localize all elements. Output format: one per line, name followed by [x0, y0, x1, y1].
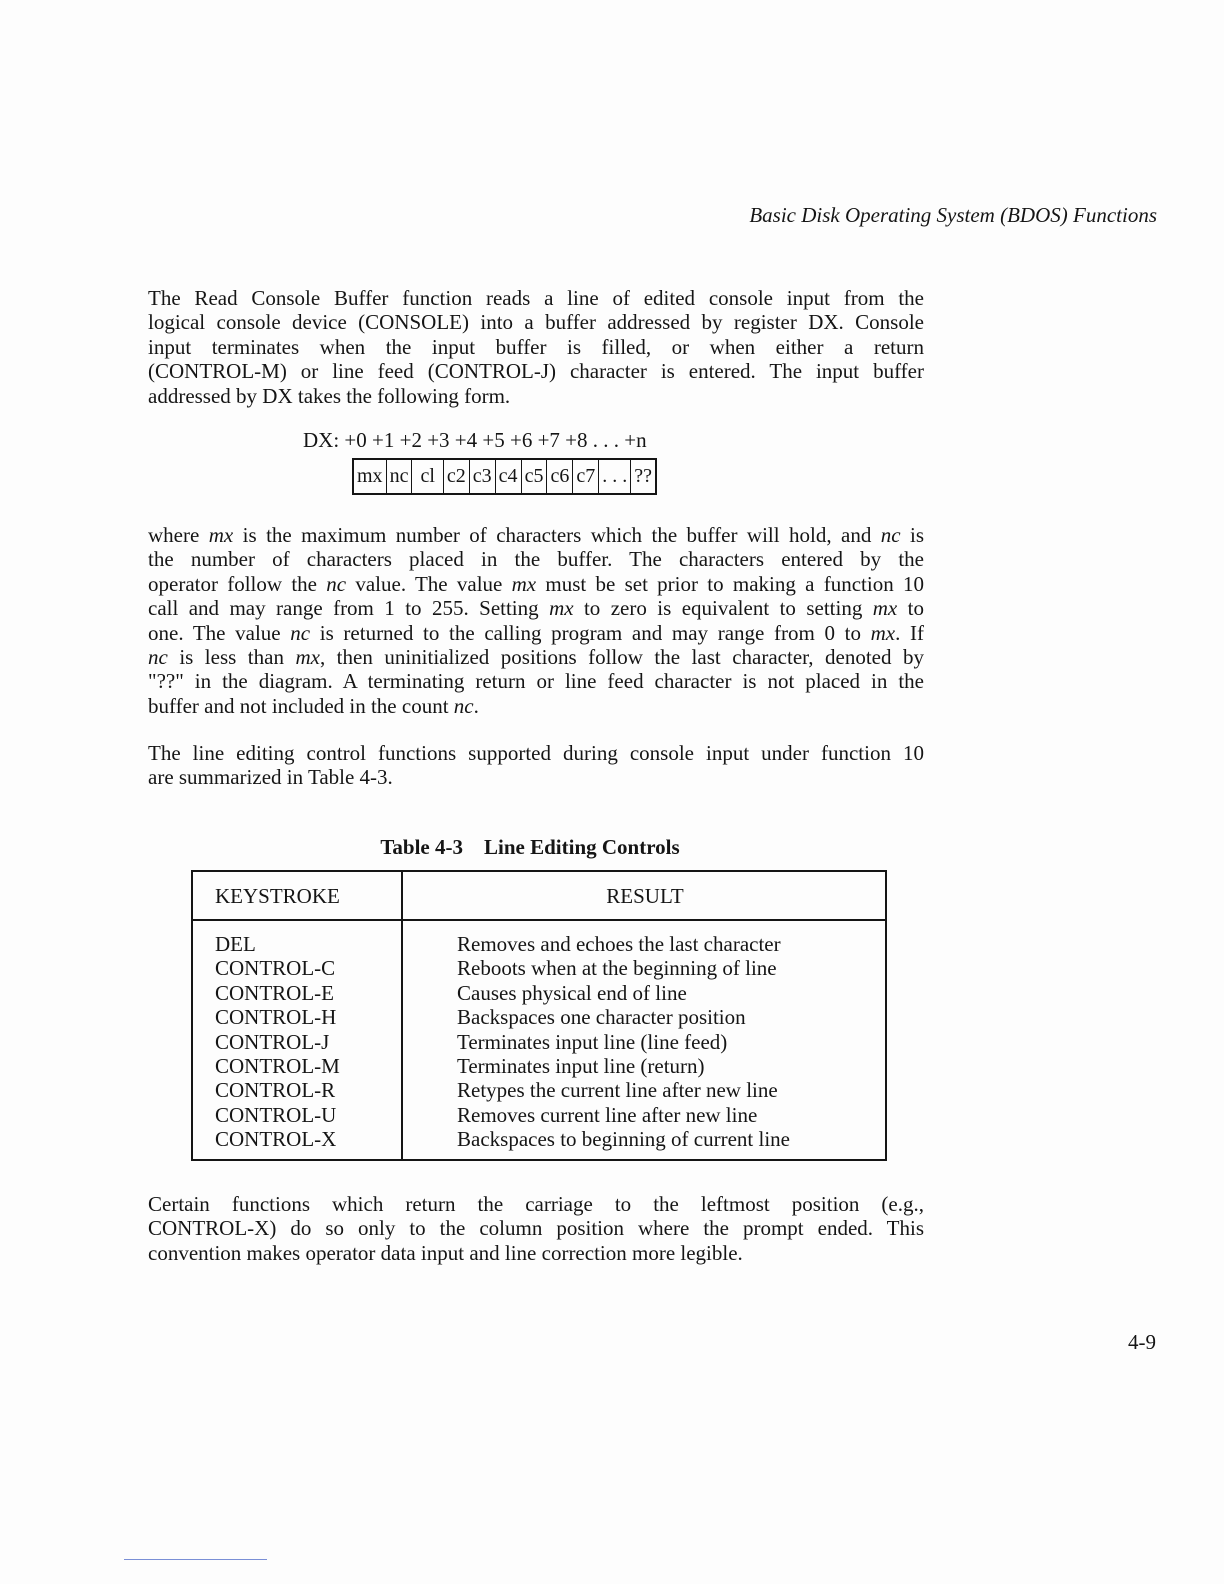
table-row	[193, 1030, 885, 1054]
buffer-cell: ??	[634, 465, 652, 487]
intro-line: logical console device (CONSOLE) into a buffer addressed by register DX. Console	[148, 310, 924, 335]
buffer-cell: c3	[470, 460, 496, 493]
keystroke-cell: CONTROL-E	[215, 980, 334, 1005]
summary-line: The line editing control functions supported during console input under function 10	[148, 741, 924, 765]
table-row	[193, 1127, 885, 1151]
table-row	[193, 1054, 885, 1078]
description-line: operator follow the nc value. The value mx must be set prior to making a function 10	[148, 571, 924, 596]
closing-paragraph	[148, 1192, 924, 1265]
result-cell: Reboots when at the beginning of line	[457, 956, 777, 981]
description-line: the number of characters placed in the buffer. The characters entered by the	[148, 547, 924, 572]
buffer-diagram	[352, 458, 657, 495]
keystroke-cell: CONTROL-X	[215, 1127, 337, 1152]
table-row	[193, 956, 885, 980]
header-divider	[193, 919, 885, 921]
buffer-cell: c4	[496, 460, 522, 493]
result-cell: Backspaces to beginning of current line	[457, 1127, 790, 1152]
buffer-cell: cl	[412, 460, 443, 493]
keystroke-cell: CONTROL-J	[215, 1029, 330, 1054]
buffer-cell: mx	[354, 460, 387, 493]
table-body	[193, 932, 885, 1152]
running-header: Basic Disk Operating System (BDOS) Functions	[749, 203, 1157, 227]
intro-line: (CONTROL-M) or line feed (CONTROL-J) character is entered. The input buffer	[148, 359, 924, 384]
table-row	[193, 1103, 885, 1127]
result-cell: Removes current line after new line	[457, 1102, 758, 1127]
buffer-cell: c2	[444, 460, 470, 493]
buffer-cell: c6	[547, 460, 573, 493]
closing-line: Certain functions which return the carriage to the leftmost position (e.g.,	[148, 1192, 924, 1216]
keystroke-header: KEYSTROKE	[215, 884, 340, 908]
result-cell: Removes and echoes the last character	[457, 932, 781, 956]
intro-line: The Read Console Buffer function reads a line of edited console input from the	[148, 286, 924, 310]
description-line: call and may range from 1 to 255. Setting mx to zero is equivalent to setting mx to	[148, 596, 924, 621]
result-cell: Terminates input line (return)	[457, 1053, 705, 1078]
result-cell: Retypes the current line after new line	[457, 1078, 778, 1103]
keystroke-cell: CONTROL-C	[215, 956, 336, 981]
keystroke-cell: CONTROL-M	[215, 1053, 340, 1078]
intro-line: input terminates when the input buffer is filled, or when either a return	[148, 334, 924, 359]
closing-line: convention makes operator data input and line correction more legible.	[148, 1240, 743, 1265]
description-line: one. The value nc is returned to the calling program and may range from 0 to mx. If	[148, 620, 924, 645]
line-editing-table	[191, 870, 887, 1161]
intro-line: addressed by DX takes the following form.	[148, 383, 511, 408]
table-caption: Table 4-3 Line Editing Controls	[380, 835, 680, 859]
description-line: nc is less than mx, then uninitialized positions follow the last character, denoted by	[148, 645, 924, 670]
result-cell: Backspaces one character position	[457, 1005, 746, 1030]
keystroke-cell: CONTROL-H	[215, 1005, 337, 1030]
buffer-offsets: DX: +0 +1 +2 +3 +4 +5 +6 +7 +8 . . . +n	[303, 428, 647, 452]
description-line: "??" in the diagram. A terminating return or line feed character is not placed in the	[148, 669, 924, 694]
result-cell: Terminates input line (line feed)	[457, 1029, 728, 1054]
buffer-cell: nc	[387, 460, 413, 493]
table-row	[193, 1078, 885, 1102]
keystroke-cell: DEL	[215, 932, 256, 956]
description-line: buffer and not included in the count nc.	[148, 693, 479, 718]
table-row	[193, 981, 885, 1005]
result-header: RESULT	[606, 884, 684, 908]
intro-paragraph	[148, 286, 924, 408]
summary-line: are summarized in Table 4-3.	[148, 765, 393, 790]
keystroke-cell: CONTROL-R	[215, 1078, 336, 1103]
closing-line: CONTROL-X) do so only to the column position where the prompt ended. This	[148, 1216, 924, 1241]
buffer-cell: . . .	[599, 460, 631, 493]
description-line: where mx is the maximum number of characters which the buffer will hold, and nc is	[148, 523, 925, 547]
description-paragraph	[148, 523, 924, 718]
result-cell: Causes physical end of line	[457, 980, 687, 1005]
buffer-cell: c5	[522, 460, 548, 493]
footer-rule	[124, 1559, 267, 1560]
buffer-cell: c7	[573, 460, 599, 493]
keystroke-cell: CONTROL-U	[215, 1102, 337, 1127]
summary-paragraph	[148, 741, 924, 790]
table-row	[193, 1005, 885, 1029]
table-row	[193, 932, 885, 956]
page-number: 4-9	[1128, 1330, 1156, 1354]
